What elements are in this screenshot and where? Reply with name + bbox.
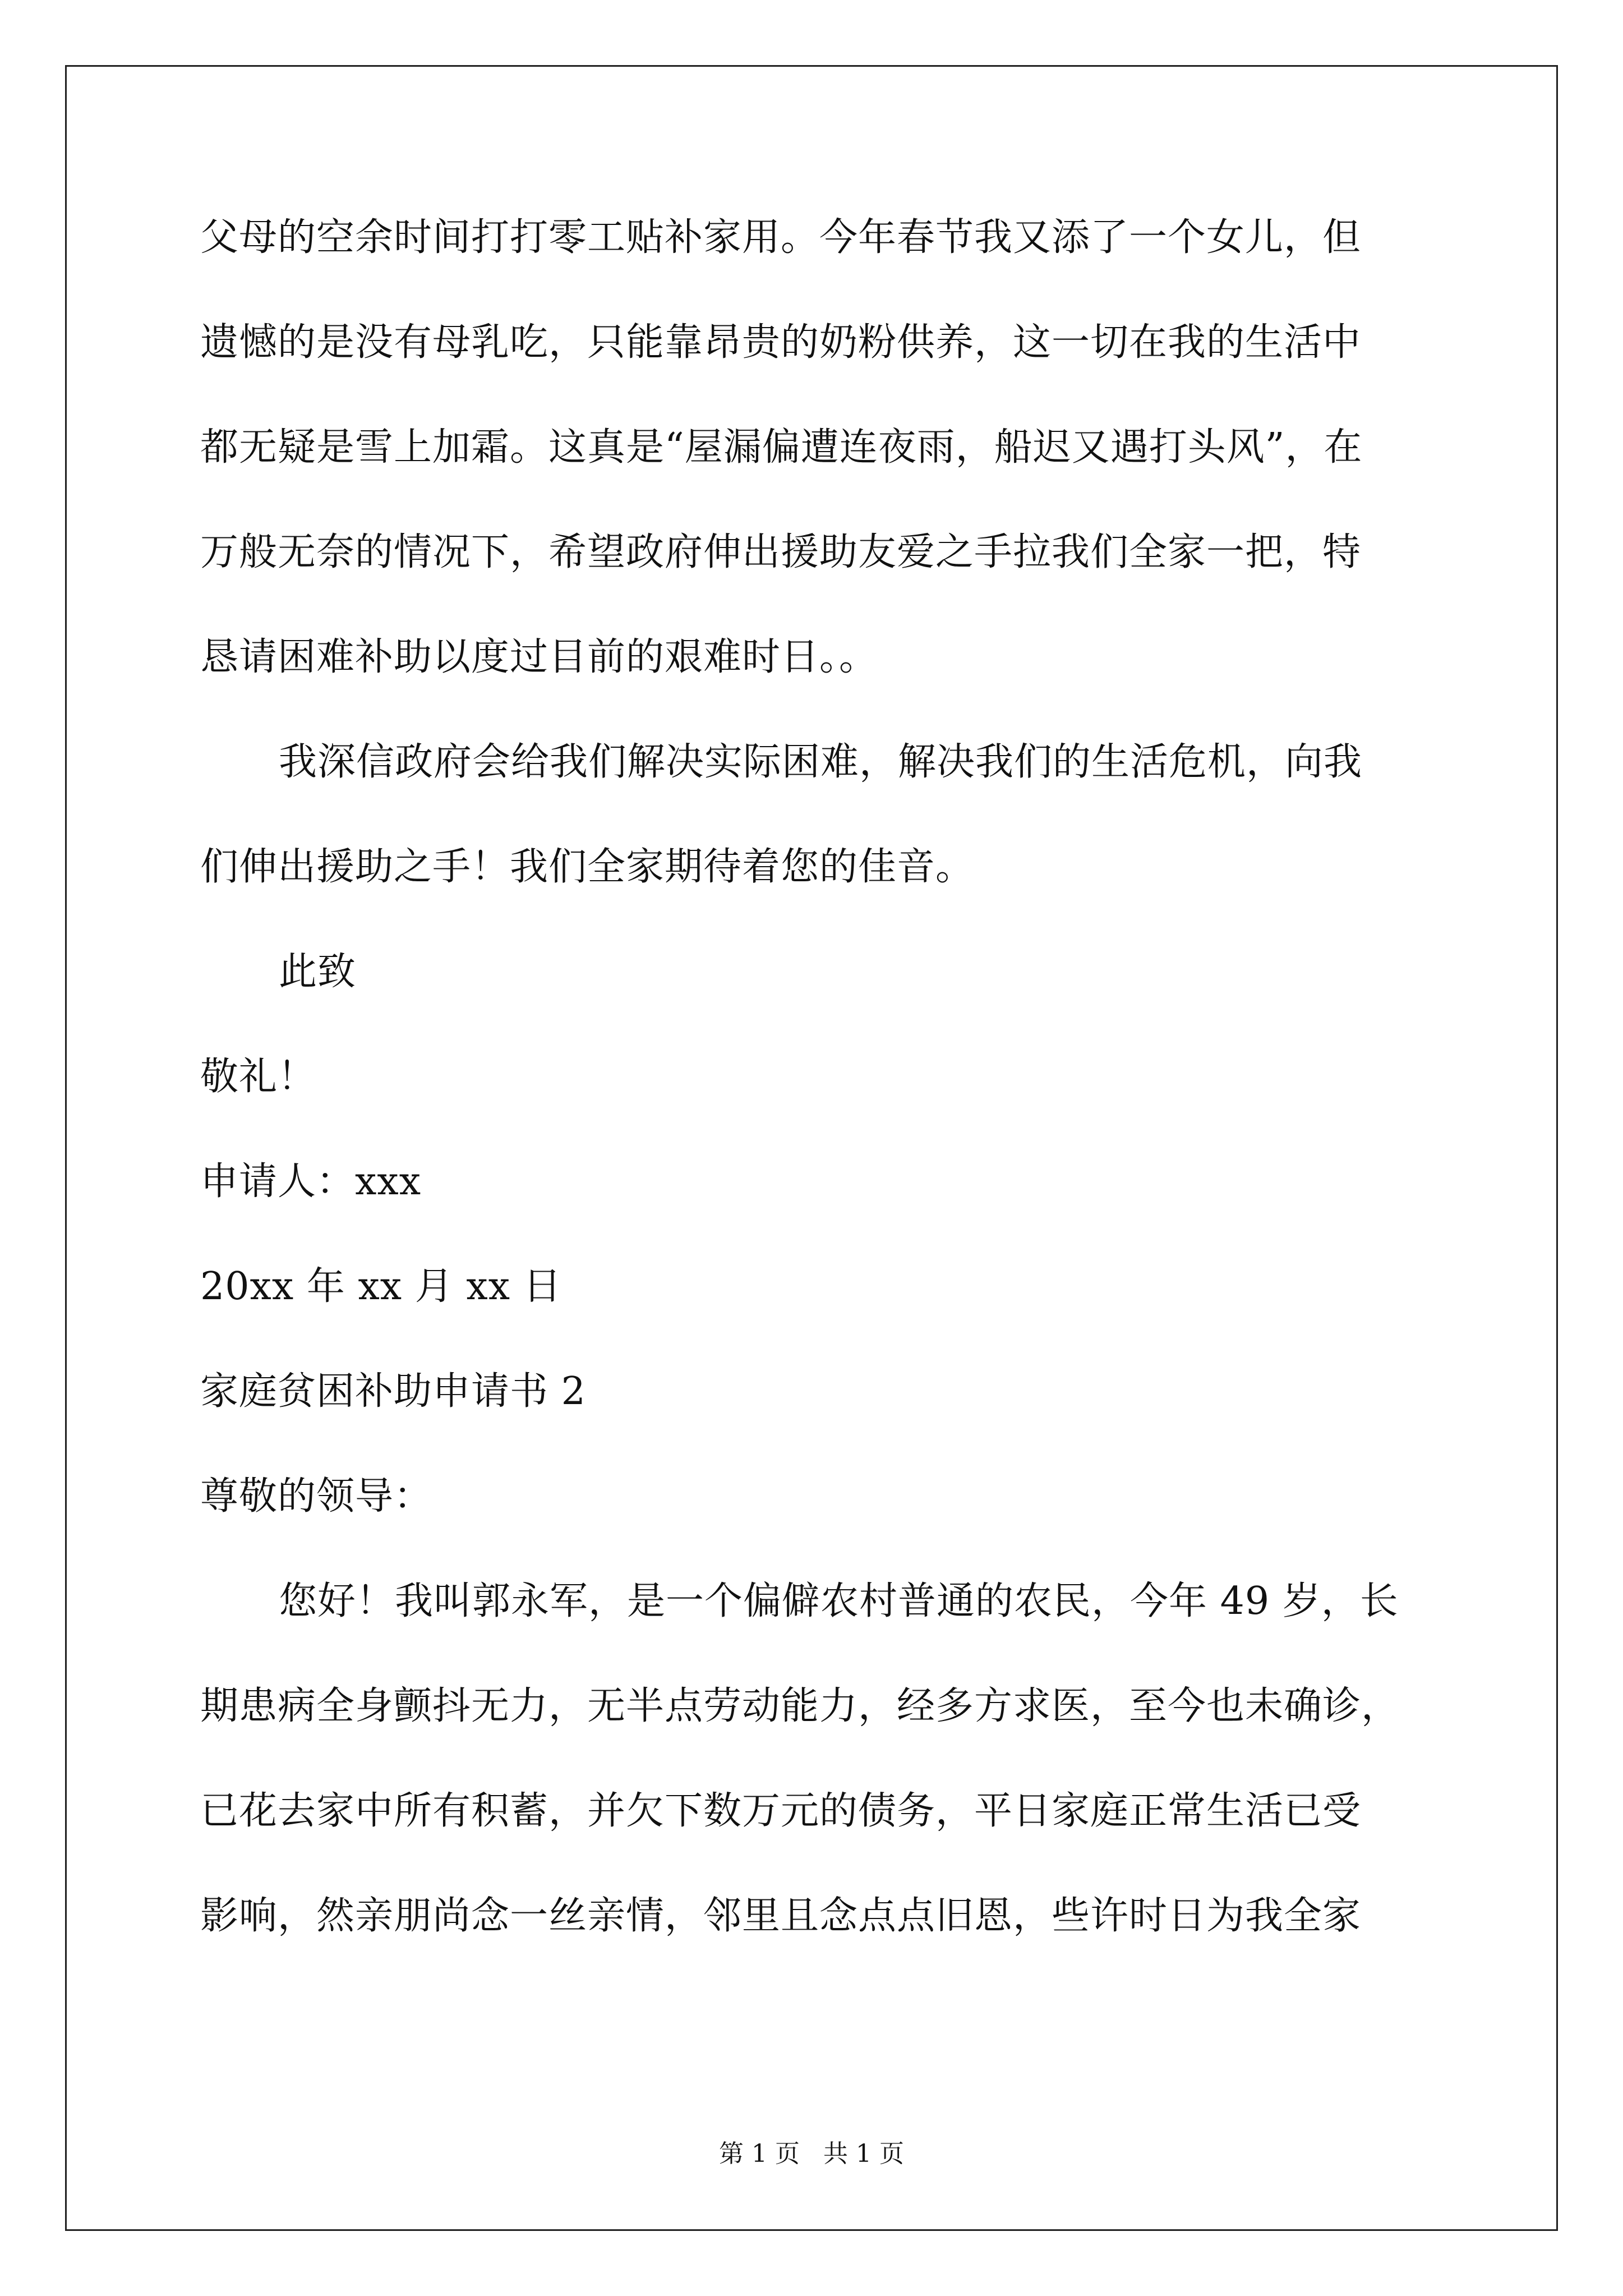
- body-line: 恳请困难补助以度过目前的艰难时日。。: [200, 635, 878, 679]
- body-line: 期患病全身颤抖无力，无半点劳动能力，经多方求医，至今也未确诊，: [200, 1684, 1400, 1728]
- body-line: 我深信政府会给我们解决实际困难，解决我们的生活危机，向我: [279, 740, 1363, 784]
- body-line: 都无疑是雪上加霜。这真是“屋漏偏遭连夜雨，船迟又遇打头风”，在: [200, 425, 1363, 470]
- closing-regards: 敬礼！: [200, 1055, 317, 1099]
- body-line: 已花去家中所有积蓄，并欠下数万元的债务，平日家庭正常生活已受: [200, 1789, 1362, 1833]
- body-line: 们伸出援助之手！我们全家期待着您的佳音。: [200, 845, 975, 889]
- body-line: 万般无奈的情况下，希望政府伸出援助友爱之手拉我们全家一把，特: [200, 530, 1362, 574]
- body-line: 遗憾的是没有母乳吃，只能靠昂贵的奶粉供养，这一切在我的生活中: [200, 320, 1362, 365]
- body-line: 父母的空余时间打打零工贴补家用。今年春节我又添了一个女儿，但: [200, 215, 1362, 260]
- body-line: 您好！我叫郭永军，是一个偏僻农村普通的农民，今年 49 岁，长: [279, 1579, 1399, 1623]
- greeting-line: 尊敬的领导：: [200, 1474, 433, 1519]
- closing-salutation: 此致: [279, 950, 357, 994]
- date-line: 20xx 年 xx 月 xx 日: [200, 1264, 562, 1309]
- section-title: 家庭贫困补助申请书 2: [200, 1369, 586, 1414]
- body-line: 影响，然亲朋尚念一丝亲情，邻里且念点点旧恩，些许时日为我全家: [200, 1894, 1362, 1938]
- page-number-footer: 第 1 页 共 1 页: [719, 2139, 904, 2168]
- applicant-line: 申请人：xxx: [200, 1159, 422, 1204]
